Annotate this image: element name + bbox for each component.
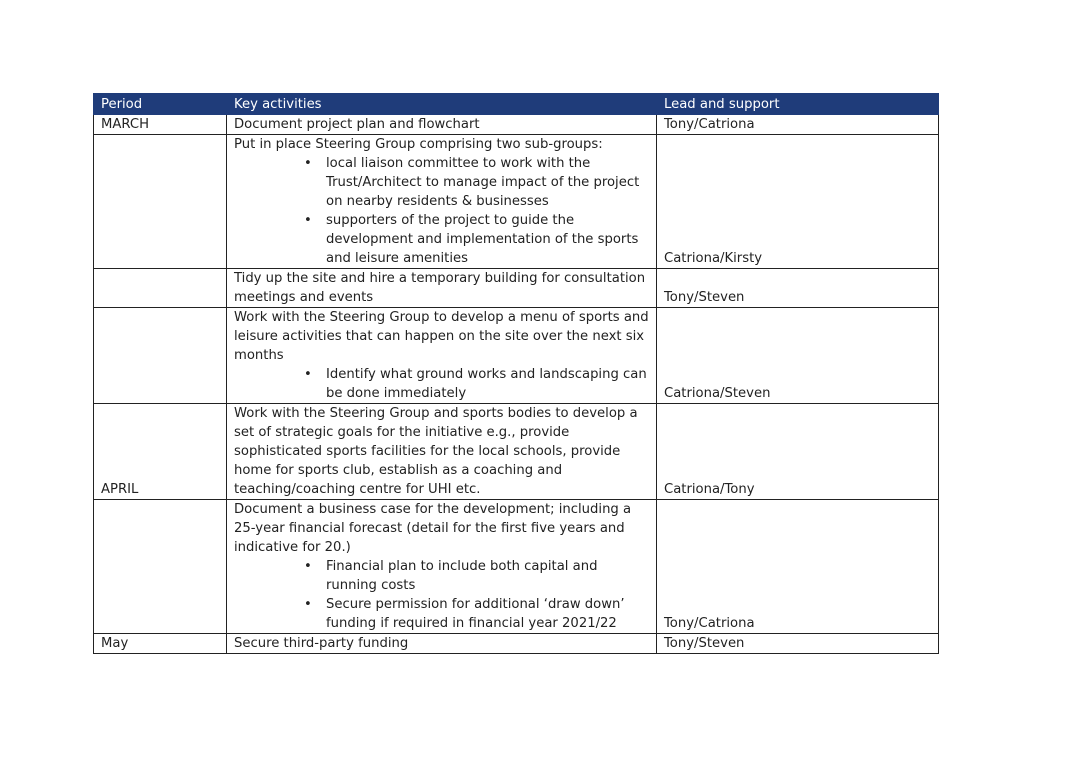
activity-cell [227,634,657,654]
bullet-item: • Secure permission for additional ‘draw down’ funding if required in financial year 2021/22 [326,595,649,633]
period-cell [94,500,227,634]
period-cell: MARCH [94,115,227,135]
table-row [94,404,939,500]
table-row [94,135,939,269]
lead-cell: Catriona/Steven [657,308,939,404]
activity-cell [227,500,657,634]
activity-text: Work with the Steering Group to develop a menu of sports and leisure activities that can happen on the site over the next six months [234,310,649,363]
table-row [94,500,939,634]
lead-cell: Tony/Catriona [657,500,939,634]
bullet-item: • Identify what ground works and landscaping can be done immediately [326,365,649,403]
lead-cell: Catriona/Kirsty [657,135,939,269]
lead-cell: Tony/Steven [657,634,939,654]
activity-text: Work with the Steering Group and sports bodies to develop a set of strategic goals for the initiative e.g., provide sophisticated sports facilities for the local schools, provide home for sports club, establish as a coaching and teaching/coaching centre for UHI etc. [234,406,638,497]
activity-bullet-list [234,365,649,403]
activity-bullet-list [234,154,649,268]
activity-text: Tidy up the site and hire a temporary building for consultation meetings and events [234,271,646,305]
activity-text: Put in place Steering Group comprising two sub-groups: [234,137,603,152]
activity-bullet-list [234,557,649,633]
period-cell [94,308,227,404]
activity-text: Document a business case for the development; including a 25-year financial forecast (detail for the first five years and indicative for 20.) [234,502,632,555]
lead-cell: Tony/Steven [657,269,939,308]
activity-text: Secure third-party funding [234,636,409,651]
table-row [94,269,939,308]
table-row [94,634,939,654]
lead-cell: Catriona/Tony [657,404,939,500]
period-cell [94,269,227,308]
activity-cell [227,404,657,500]
bullet-item: • supporters of the project to guide the development and implementation of the sports and leisure amenities [326,211,649,268]
activity-text: Document project plan and flowchart [234,117,480,132]
activity-cell [227,115,657,135]
activity-cell [227,308,657,404]
period-cell [94,135,227,269]
period-cell: APRIL [94,404,227,500]
bullet-item: • Financial plan to include both capital and running costs [326,557,649,595]
table-header-row [94,94,939,115]
lead-cell: Tony/Catriona [657,115,939,135]
header-period: Period [94,94,227,115]
period-cell: May [94,634,227,654]
activity-cell [227,135,657,269]
bullet-item: • local liaison committee to work with the Trust/Architect to manage impact of the project on nearby residents & businesses [326,154,649,211]
activity-cell [227,269,657,308]
activity-plan-table [93,93,939,654]
header-key-activities: Key activities [227,94,657,115]
table-row [94,308,939,404]
table-row [94,115,939,135]
header-lead-support: Lead and support [657,94,939,115]
